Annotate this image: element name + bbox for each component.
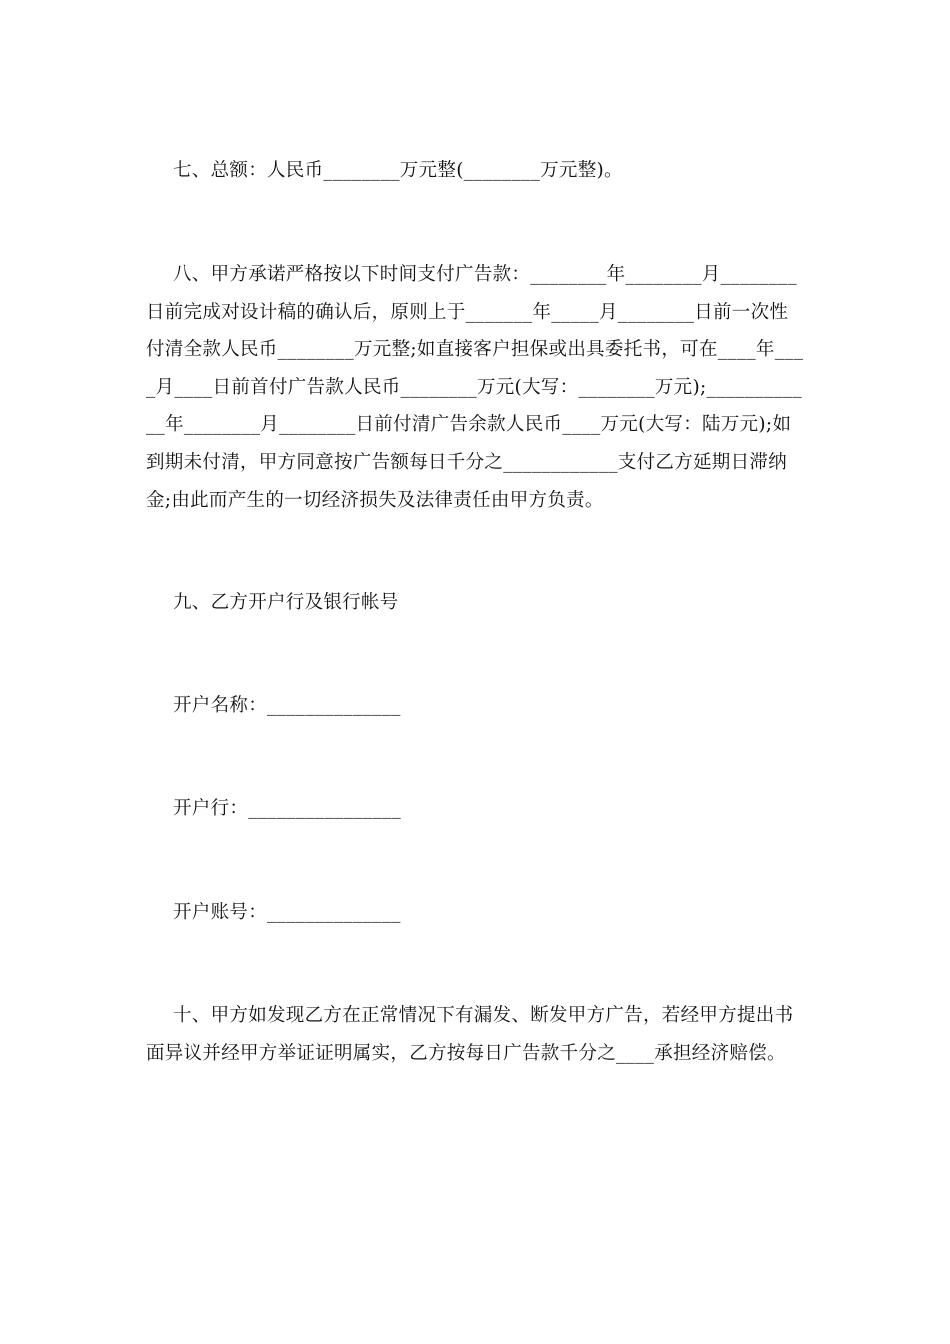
bank-account-heading: 九、乙方开户行及银行帐号 <box>173 592 399 613</box>
payment-terms-clause: 八、甲方承诺严格按以下时间支付广告款：________年________月________日前完成对设计稿的确认后，原则上于_______年_____月________日前一次性付清全款人民币________万元整;如直接客户担保或出具委托书，可在____年____月____日前首付广告款人民币________万元(大写：________万元);____________年________月________日前付清广告余款人民币____万元(大写：陆万元);如到期未付清，甲方同意按广告额每日千分之____________支付乙方延期日滞纳金;由此而产生的一切经济损失及法律责任由甲方负责。 <box>146 264 804 511</box>
bank-name-line: 开户行：________________ <box>173 798 402 819</box>
total-amount-clause: 七、总额：人民币________万元整(________万元整)。 <box>173 160 623 181</box>
compensation-clause: 十、甲方如发现乙方在正常情况下有漏发、断发甲方广告，若经甲方提出书面异议并经甲方举证证明属实，乙方按每日广告款千分之____承担经济赔偿。 <box>146 1005 794 1064</box>
account-number-line: 开户账号：______________ <box>173 902 401 923</box>
account-name-line: 开户名称：______________ <box>173 695 401 716</box>
